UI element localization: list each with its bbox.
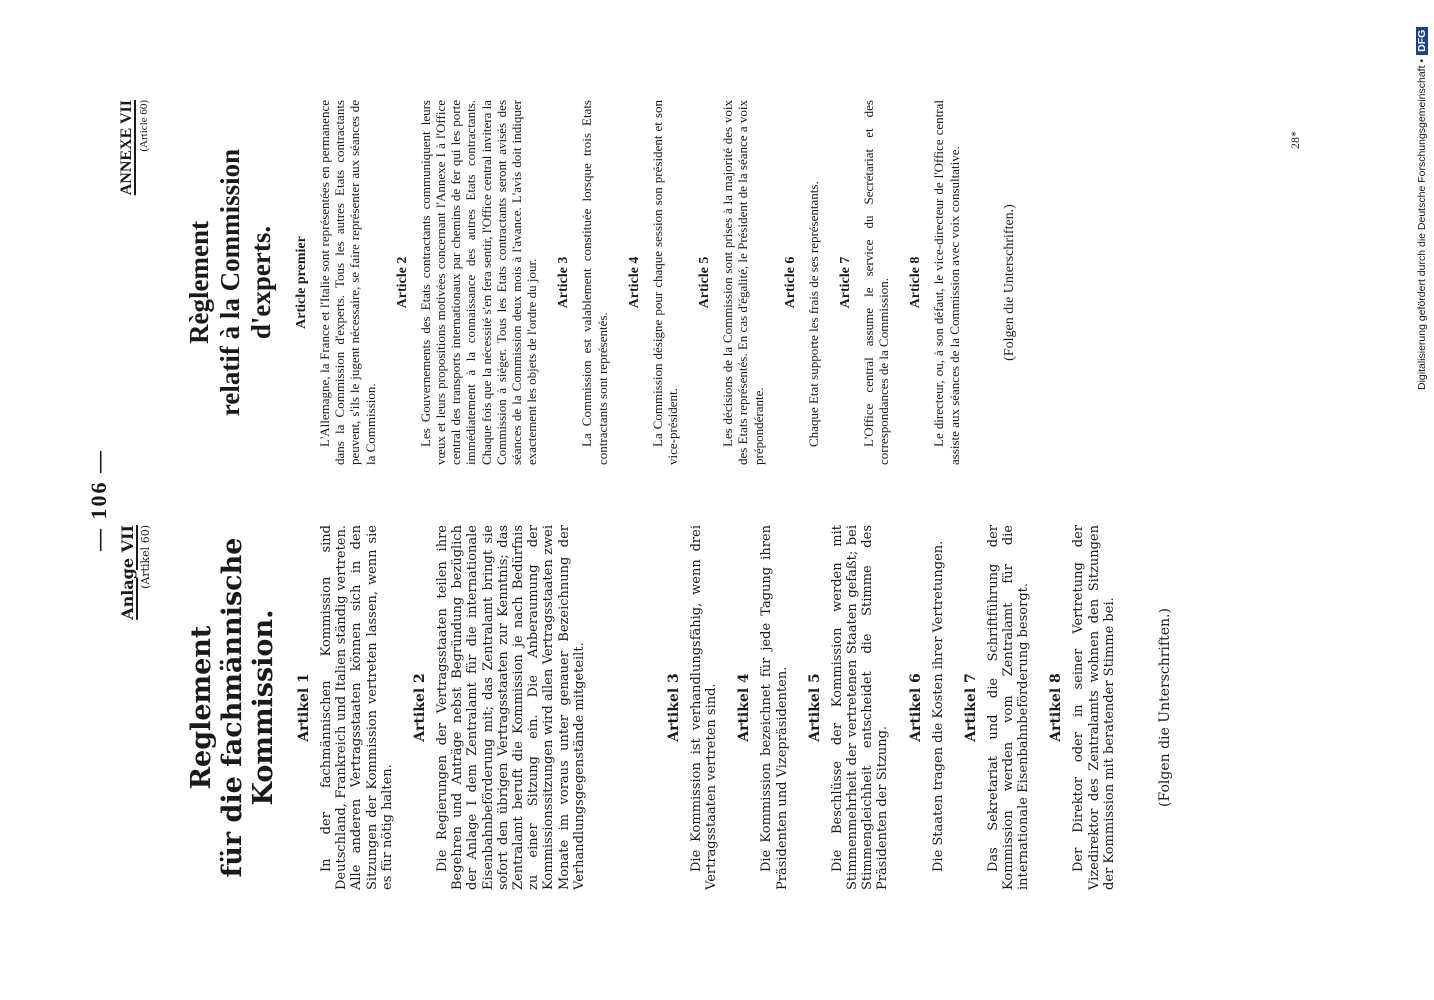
french-article-heading: Article 4 [626,256,642,309]
dfg-watermark-text [1416,10,1432,390]
german-article-heading: Artikel 6 [907,673,924,742]
french-annex-title: ANNEXE VII [118,100,135,196]
german-title-line2: für die fachmännische Kommission. [217,537,279,878]
german-article-text: Die Kommission bezeichnet für jede Tagung ihren Präsidenten und Vizepräsidenten. [759,525,790,890]
french-article-text: Le directeur, ou, à son défaut, le vice-directeur de l'Office central assiste aux séances de la Commission avec voix consultative. [931,100,962,465]
german-annex-heading [118,525,152,890]
french-annex-subtitle: (Article 60) [138,100,150,152]
french-article-text: L'Allemagne, la France et l'Italie sont représentées en permanence dans la Commission d'experts. Tous les autres Etats contractants peuvent, s'ils le jugent nécessaire, se faire représenter aux séances de la Commission. [317,100,378,465]
french-article-heading: Article 6 [782,256,798,309]
french-article-text: Chaque Etat supporte les frais de ses représentants. [805,181,821,447]
german-article-heading: Artikel 3 [666,673,683,742]
french-article-heading: Article 8 [908,256,924,309]
french-annex-heading [118,100,150,465]
german-article-text: In der fachmännischen Kommission sind Deutschland, Frankreich und Italien ständig vertreten. Alle anderen Vertragsstaaten können sich in den Sitzungen der Kommission vertreten lassen, wenn sie es für nötig halten. [319,525,395,890]
german-annex-subtitle: (Artikel 60) [139,525,152,589]
german-article-heading: Artikel 1 [296,673,312,742]
german-article-text: Der Direktor oder in seiner Vertretung der Vizedirektor des Zentralamts wohnen den Sitzungen der Kommission mit beratender Stimme bei. [1071,525,1117,890]
french-article-text: La Commission désigne pour chaque session son président et son vice-président. [649,100,681,465]
french-article-heading: Article 3 [556,256,572,309]
french-article-text: Les décisions de la Commission sont prises à la majorité des voix des Etats représentés. En cas d'égalité, le Président de la séance a voix prépondérante. [720,100,766,465]
french-title-line1: Règlement [184,221,214,344]
french-title [184,100,277,465]
french-article-text: L'Office central assume le service du Secrétariat et des correspondances de la Commission. [861,100,892,465]
german-article-heading: Artikel 2 [412,673,429,742]
french-article-heading: Article 7 [838,256,854,309]
german-title-line1: Reglement [186,625,217,790]
german-article-heading: Artikel 7 [962,673,979,742]
french-title-line2: relatif à la Commission d'experts. [215,148,276,417]
french-article-heading: Article 2 [394,256,410,309]
german-article-heading: Artikel 5 [806,673,823,742]
german-article-heading: Artikel 4 [736,673,753,742]
french-article-text: Les Gouvernements des Etats contractants communiquent leurs vœux et leurs propositions motivées concernant l'Annexe I à l'Office central des transports internationaux par chemins de fer qui les porte immédiatement à la connaissance des autres Etats contractants. Chaque fois que la nécessité s'en fera sentir, l'Office central invitera la Commission à siéger. Tous les Etats contractants seront avisés des séances de la Commission deux mois à l'avance. L'avis doit indiquer exactement les objets de l'ordre du jour. [417,100,540,465]
german-title [186,525,279,890]
french-column [118,100,1018,465]
german-signatures-note: (Folgen die Unterschriften.) [1157,608,1174,807]
german-article-heading: Artikel 8 [1048,673,1065,742]
dfg-watermark-label: Digitalisierung gefördert durch die Deutsche Forschungsgemeinschaft • [1416,58,1428,390]
german-article-text: Die Kommission ist verhandlungsfähig, wenn drei Vertragsstaaten vertreten sind. [689,525,720,890]
french-article-text: La Commission est valablement constituée lorsque trois Etats contractants sont représentés. [579,100,610,465]
german-column [118,525,1173,890]
german-annex-title: Anlage VII [118,525,137,620]
german-article-text: Die Regierungen der Vertragsstaaten teilen ihre Begehren und Anträge nebst Begründung bezüglich der Anlage I dem Zentralamt für die internationale Eisenbahnbeförderung mit; das Zentralamt bringt sie sofort den übrigen Vertragsstaaten zur Kenntnis; das Zentralamt beruft die Kommission je nach Bedürfnis zu einer Sitzung ein. Die Anberaumung der Kommissionssitzungen wird allen Vertragsstaaten zwei Monate im voraus unter genauer Bezeichnung der Verhandlungsgegenstände mitgeteilt. [435,525,587,890]
french-signatures-note: (Folgen die Unterschriften.) [1001,204,1017,361]
page-number: — 106 — [86,449,111,551]
german-article-text: Die Beschlüsse der Kommission werden mit Stimmenmehrheit der vertretenen Staaten gefaßt; bei Stimmengleichheit entscheidet die Stimme des Präsidenten der Sitzung. [829,525,891,890]
dfg-logo-icon: DFG [1416,27,1428,55]
german-article-text: Das Sekretariat und die Schriftführung der Kommission werden vom Zentralamt für die internationale Eisenbahnbeförderung besorgt. [985,525,1032,890]
french-article-heading: Article 5 [697,256,713,309]
french-article-heading: Article premier [294,236,309,329]
dfg-watermark [1416,10,1432,390]
page-reference: 28* [1288,131,1302,149]
german-article-text: Die Staaten tragen die Kosten ihrer Vertretungen. [930,540,946,872]
